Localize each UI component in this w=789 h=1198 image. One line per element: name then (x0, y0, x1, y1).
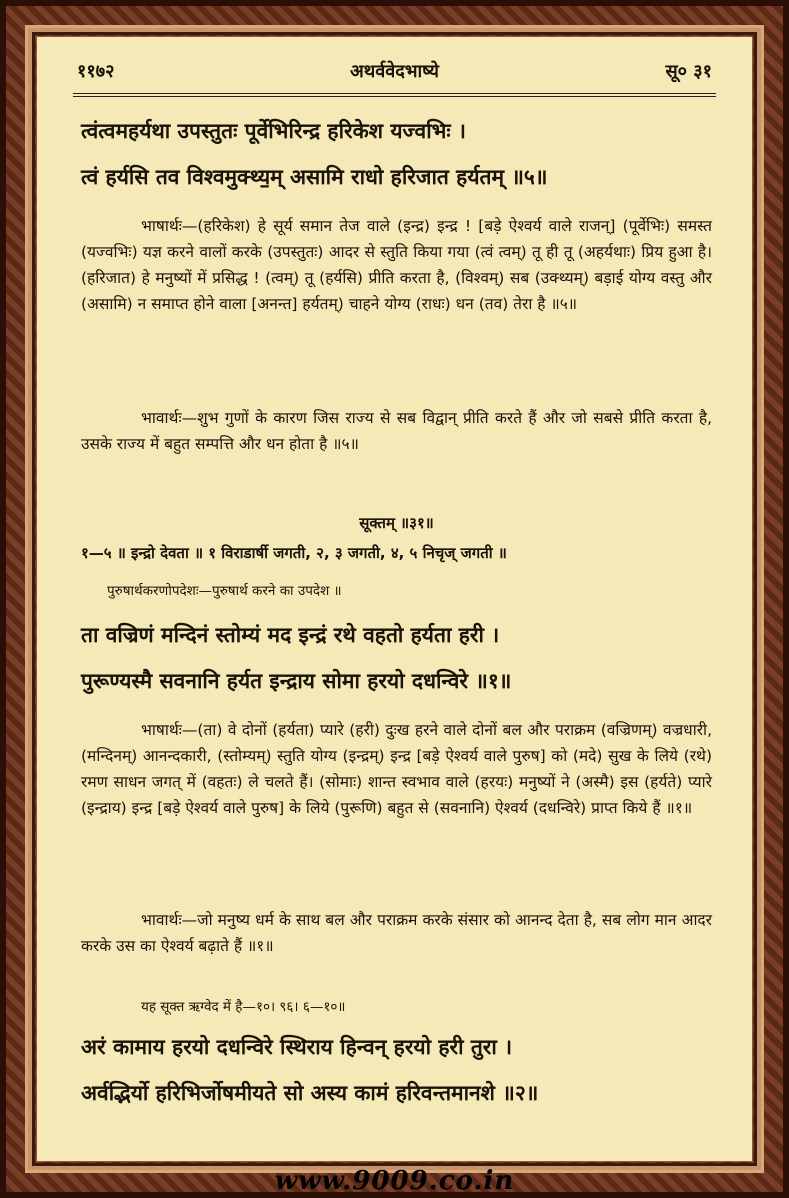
rigveda-reference: यह सूक्त ऋग्वेद में है—१०। ९६। ६—१०॥ (141, 999, 346, 1015)
sukta-reference: सू० ३१ (665, 61, 712, 82)
bhashartha-1: भाषार्थः—(ता) वे दोनों (हर्यता) प्यारे (हरी) दुःख हरने वाले दोनों बल और पराक्रम (वज्रिणम्) वज्रधारी, (मन्दिनम्) आनन्दकारी, (स्तोम्यम्) स्तुति योग्य (इन्द्रम्) इन्द्र [बड़े ऐश्वर्य वाले पुरुष] को (मदे) सुख के लिये (रथे) रमण साधन जगत् में (वहतः) ले चलते हैं। (सोमाः) शान्त स्वभाव वाले (हरयः) मनुष्यों ने (अस्मै) इस (हर्यते) प्यारे (इन्द्राय) इन्द्र [बड़े ऐश्वर्य वाले पुरुष] के लिये (पुरूणि) बहुत से (सवनानि) ऐश्वर्य (दधन्विरे) प्राप्त किये हैं ॥१॥ (81, 721, 712, 817)
bhashartha-5: भाषार्थः—(हरिकेश) हे सूर्य समान तेज वाले (इन्द्र) इन्द्र ! [बड़े ऐश्वर्य वाले राजन्] (पूर्वेभिः) समस्त (यज्वभिः) यज्ञ करने वालों करके (उपस्तुतः) आदर से स्तुति किया गया (त्वं त्वम्) तू ही तू (अहर्यथाः) प्रिय हुआ है। (हरिजात) हे मनुष्यों में प्रसिद्ध ! (त्वम्) तू (हर्यसि) प्रीति करता है, (विश्वम्) सब (उक्थ्यम्) बड़ाई योग्य वस्तु और (असामि) न समाप्त होने वाला [अनन्त] हर्यतम्) चाहने योग्य (राधः) धन (तव) तेरा है ॥५॥ (81, 217, 712, 313)
mantra-2-line-2: अर्वद्भिर्यो हरिभिर्जोषमीयते सो अस्य कामं हरिवन्तमानशे ॥२॥ (81, 1081, 539, 1105)
mantra-1-line-2: पुरूण्यस्मै सवनानि हर्यत इन्द्राय सोमा हरयो दधन्विरे ॥१॥ (81, 669, 512, 693)
bhavartha-1: भावार्थः—जो मनुष्य धर्म के साथ बल और पराक्रम करके संसार को आनन्द देता है, सब लोग मान आदर करके उस का ऐश्वर्य बढ़ाते हैं ॥१॥ (81, 911, 712, 955)
header-rule (73, 93, 716, 97)
sukta-31-meta: १—५ ॥ इन्द्रो देवता ॥ १ विराडार्षी जगती, २, ३ जगती, ४, ५ निचृज् जगती ॥ (81, 544, 507, 562)
upadesh-line: पुरुषार्थकरणोपदेशः—पुरुषार्थ करने का उपदेश ॥ (107, 583, 342, 599)
page-header (77, 59, 712, 87)
bhavartha-5: भावार्थः—शुभ गुणों के कारण जिस राज्य से सब विद्वान् प्रीति करते हैं और जो सबसे प्रीति करता है, उसके राज्य में बहुत सम्पत्ति और धन होता है ॥५॥ (81, 409, 712, 453)
mantra-1-line-1: ता वज्रिणं मन्दिनं स्तोम्यं मद इन्द्रं रथे वहतो हर्यता हरी । (81, 623, 500, 647)
page-number: ११७२ (77, 61, 115, 82)
scripture-page (36, 36, 753, 1162)
mantra-5-line-2: त्वं हर्यसि तव विश्वमुक्थ्य॒म् असामि राधो हरिजात हर्यतम् ॥५॥ (81, 165, 548, 189)
website-watermark: www.9009.co.in (274, 1166, 515, 1196)
book-title: अथर्ववेदभाष्ये (350, 61, 439, 82)
sukta-31-heading: सूक्तम् ॥३१॥ (359, 514, 434, 532)
mantra-5-line-1: त्वंत्वमहर्यथा उपस्तुतः पूर्वेभिरिन्द्र हरिकेश यज्वभिः । (81, 119, 466, 143)
mantra-2-line-1: अरं कामाय हरयो दधन्विरे स्थिराय हिन्वन् हरयो हरी तुरा । (81, 1035, 513, 1059)
